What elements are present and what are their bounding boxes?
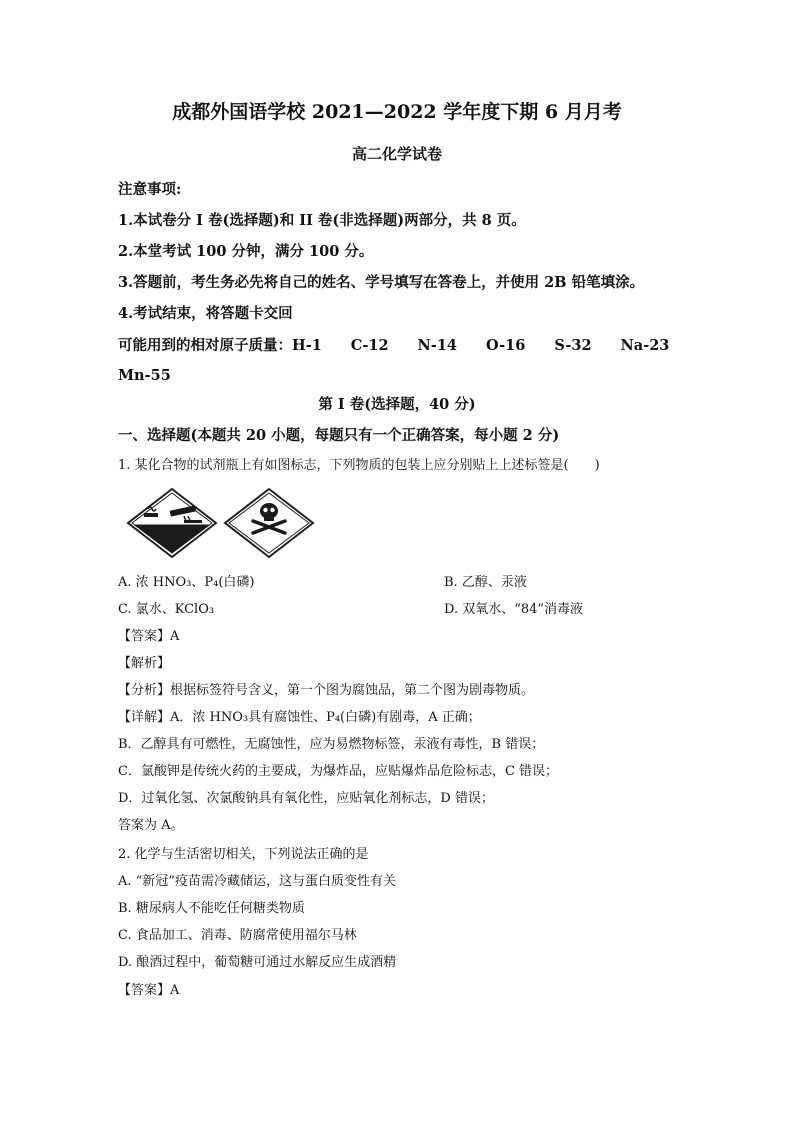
part-heading: 一、选择题(本题共 20 小题，每题只有一个正确答案，每小题 2 分)	[118, 427, 560, 444]
analysis-text: 【分析】根据标签符号含义，第一个图为腐蚀品，第二个图为剧毒物质。	[118, 683, 535, 698]
option-a: A. 浓 HNO₃、P₄(白磷)	[118, 575, 255, 590]
conclusion: 答案为 A。	[118, 818, 184, 833]
option-d: D. 双氧水、“84”消毒液	[444, 602, 584, 617]
notice-item: 1.本试卷分 I 卷(选择题)和 II 卷(非选择题)两部分，共 8 页。	[118, 212, 526, 229]
option-c: C. 氯水、KClO₃	[118, 602, 215, 617]
page-subtitle: 高二化学试卷	[351, 145, 442, 163]
detail-line: B．乙醇具有可燃性，无腐蚀性，应为易燃物标签，汞液有毒性，B 错误；	[118, 737, 545, 752]
detail-line: D．过氧化氢、次氯酸钠具有氧化性，应贴氧化剂标志，D 错误；	[118, 791, 494, 806]
q2-option: C. 食品加工、消毒、防腐常使用福尔马林	[118, 928, 357, 943]
notice-item: 2.本堂考试 100 分钟，满分 100 分。	[118, 243, 374, 260]
detail-line: C．氯酸钾是传统火药的主要成，为爆炸品，应贴爆炸品危险标志，C 错误；	[118, 764, 559, 779]
question-1-stem: 1. 某化合物的试剂瓶上有如图标志，下列物质的包装上应分别贴上上述标签是( )	[118, 458, 600, 473]
q2-option: A. “新冠”疫苗需冷藏储运，这与蛋白质变性有关	[118, 874, 396, 889]
atomic-mass-line-2: Mn-55	[118, 367, 171, 384]
q2-option: D. 酿酒过程中，葡萄糖可通过水解反应生成酒精	[118, 955, 397, 970]
detail-line: 【详解】A．浓 HNO₃具有腐蚀性、P₄(白磷)有剧毒，A 正确；	[118, 710, 481, 725]
section-title: 第 I 卷(选择题，40 分)	[318, 396, 476, 413]
corrosive-sign-icon	[126, 487, 218, 559]
answer-label: 【答案】A	[118, 629, 180, 644]
q2-answer: 【答案】A	[118, 983, 180, 998]
notice-heading: 注意事项:	[118, 181, 182, 198]
page-title: 成都外国语学校 2021—2022 学年度下期 6 月月考	[172, 101, 622, 123]
atomic-mass-line: 可能用到的相对原子质量：H-1 C-12 N-14 O-16 S-32 Na-23	[118, 337, 670, 354]
toxic-sign-icon	[223, 487, 315, 559]
q2-option: B. 糖尿病人不能吃任何糖类物质	[118, 901, 305, 916]
option-b: B. 乙醇、汞液	[444, 575, 527, 590]
analysis-label: 【解析】	[118, 656, 171, 671]
question-2-stem: 2. 化学与生活密切相关，下列说法正确的是	[118, 847, 369, 862]
notice-item: 3.答题前，考生务必先将自己的姓名、学号填写在答卷上，并使用 2B 铅笔填涂。	[118, 274, 645, 291]
notice-item: 4.考试结束，将答题卡交回	[118, 305, 293, 322]
